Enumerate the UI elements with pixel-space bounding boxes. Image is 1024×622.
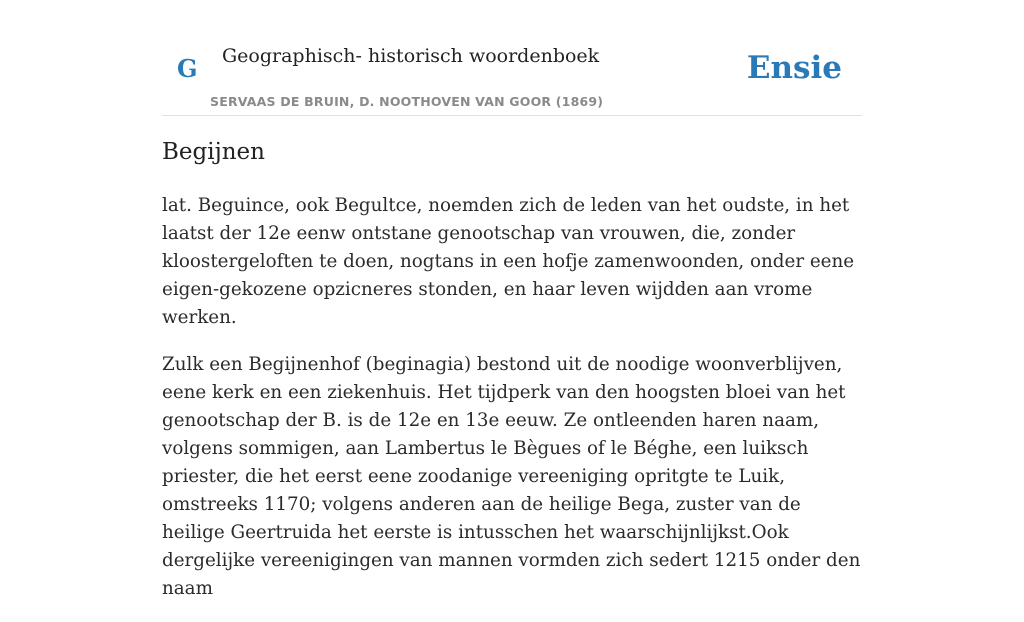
book-title-link[interactable]: Geographisch- historisch woordenboek [222,45,600,67]
entry-title: Begijnen [162,139,265,165]
ensie-logo-link[interactable]: Ensie [746,50,842,86]
book-author-meta: SERVAAS DE BRUIN, D. NOOTHOVEN VAN GOOR (1869) [210,94,604,109]
book-header [162,0,862,116]
entry-paragraph: lat. Beguince, ook Begultce, noemden zich de leden van het oudste, in het laatst der 12e eenw ontstane genootschap van vrouwen, die, zonder kloostergeloften te doen, nogtans in een hofje zamenwoonden, onder eene eigen-gekozene opzicneres stonden, en haar leven wijdden aan vrome werken. [162,195,855,328]
entry-paragraph: Zulk een Begijnenhof (beginagia) bestond uit de noodige woonverblijven, eene kerk en een ziekenhuis. Het tijdperk van den hoogsten bloei van het genootschap der B. is de 12e en 13e eeuw. Ze ontleenden haren naam, volgens sommigen, aan Lambertus le Bègues of le Béghe, een luiksch priester, die het eerst eene zoodanige vereeniging opritgte te Luik, omstreeks 1170; volgens anderen aan de heilige Bega, zuster van de heilige Geertruida het eerste is intusschen het waarschijnlijkst.Ook dergelijke vereenigingen van mannen vormden zich sedert 1215 onder den naam [162,354,861,599]
entry-body [162,192,862,622]
book-initial-icon[interactable]: G [177,54,198,83]
content-container [162,0,862,599]
